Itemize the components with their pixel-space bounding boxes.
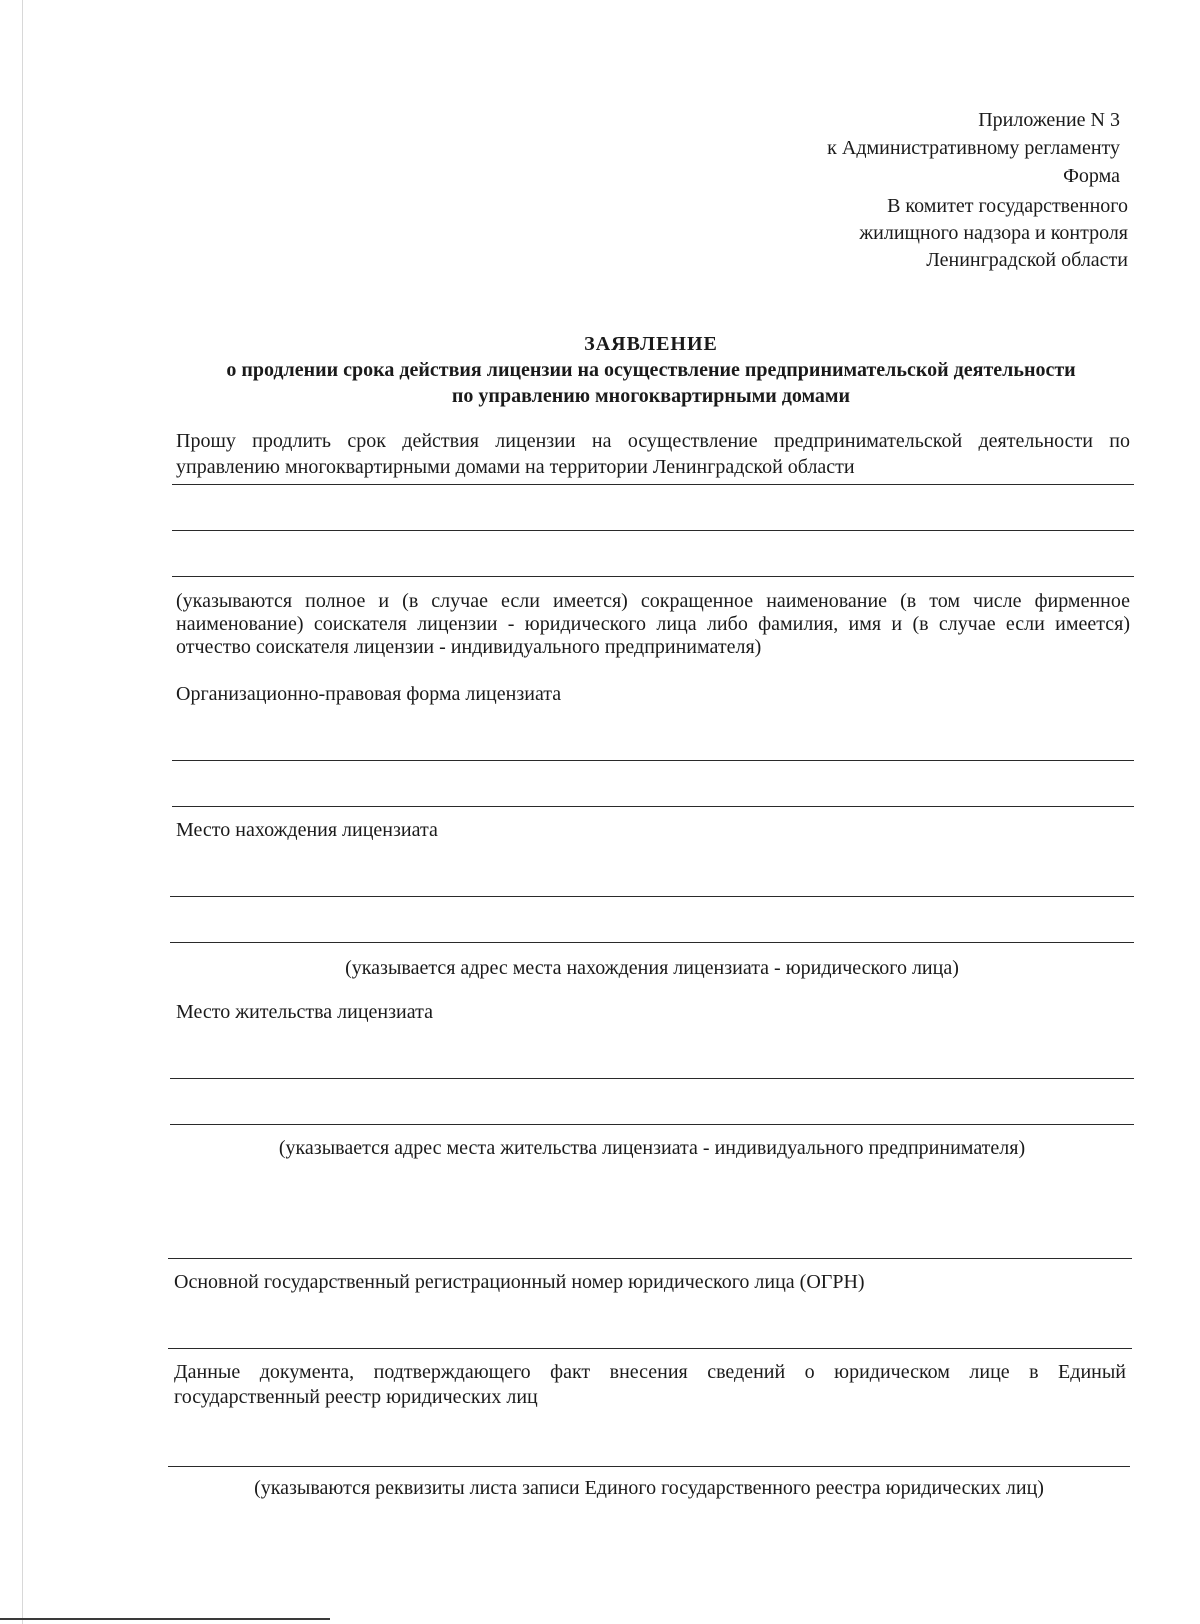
residence-label: Место жительства лицензиата: [176, 1001, 433, 1023]
appendix-line-2: к Административному регламенту: [827, 137, 1120, 159]
location-hint: (указывается адрес места нахождения лицензиата - юридического лица): [345, 957, 959, 979]
ogrn-top-line: [168, 1258, 1132, 1259]
location-label: Место нахождения лицензиата: [176, 819, 438, 841]
residence-line-2: [170, 1124, 1134, 1125]
org-form-line-2: [172, 806, 1134, 807]
location-line-1: [170, 896, 1134, 897]
org-form-line-1: [172, 760, 1134, 761]
addressee-line-2: жилищного надзора и контроля: [859, 222, 1128, 244]
scan-left-edge: [22, 0, 23, 1624]
egrul-line: [168, 1466, 1130, 1467]
title-main: ЗАЯВЛЕНИЕ: [584, 333, 718, 355]
location-line-2: [170, 942, 1134, 943]
document-title: [172, 332, 1130, 408]
applicant-name-hint: (указываются полное и (в случае если имеется) сокращенное наименование (в том числе фирменное наименование) соискателя лицензии - юридического лица либо фамилия, имя и (в случае если имеется) отчество соискателя лицензии - индивидуального предпринимателя): [176, 590, 1130, 658]
applicant-name-line-1: [172, 484, 1134, 485]
addressee-line-3: Ленинградской области: [926, 249, 1128, 271]
addressee-line-1: В комитет государственного: [887, 195, 1128, 217]
ogrn-label: Основной государственный регистрационный номер юридического лица (ОГРН): [174, 1271, 865, 1293]
org-form-label: Организационно-правовая форма лицензиата: [176, 683, 562, 705]
request-text: Прошу продлить срок действия лицензии на осуществление предпринимательской деятельности по управлению многоквартирными домами на территории Ленинградской области: [176, 430, 1130, 478]
applicant-name-line-2: [172, 530, 1134, 531]
appendix-note: [600, 108, 1120, 188]
egrul-label: Данные документа, подтверждающего факт внесения сведений о юридическом лице в Единый государственный реестр юридических лиц: [174, 1361, 1126, 1408]
appendix-line-3: Форма: [1063, 165, 1120, 187]
ogrn-line: [168, 1348, 1132, 1349]
residence-hint: (указывается адрес места жительства лицензиата - индивидуального предпринимателя): [278, 1137, 1026, 1159]
appendix-line-1: Приложение N 3: [978, 109, 1120, 131]
title-line-2: о продлении срока действия лицензии на осуществление предпринимательской деятельности: [226, 359, 1076, 381]
applicant-name-line-3: [172, 576, 1134, 577]
addressee: [600, 194, 1128, 272]
egrul-hint: (указываются реквизиты листа записи Единого государственного реестра юридических лиц): [254, 1477, 1044, 1499]
title-line-3: по управлению многоквартирными домами: [451, 385, 851, 407]
scan-bottom-mark: [0, 1618, 330, 1620]
residence-line-1: [170, 1078, 1134, 1079]
